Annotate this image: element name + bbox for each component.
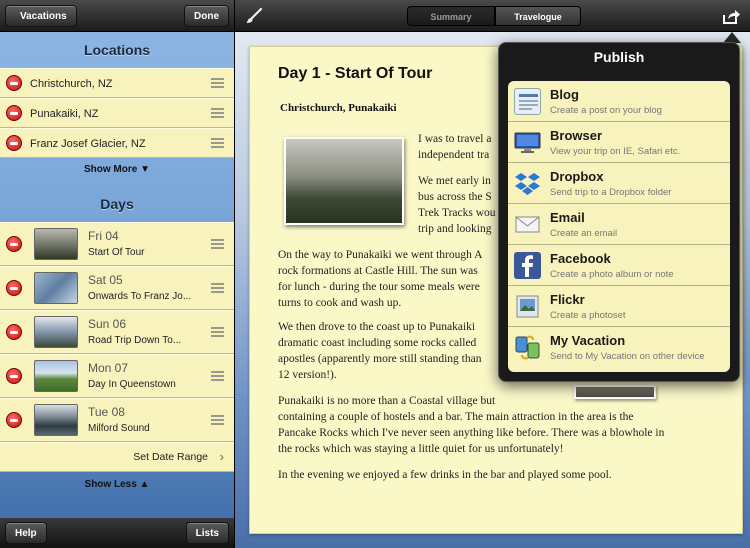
publish-item-flickr[interactable] bbox=[508, 286, 730, 327]
publish-item-blog[interactable] bbox=[508, 81, 730, 122]
publish-item-email[interactable] bbox=[508, 204, 730, 245]
chevron-right-icon: › bbox=[219, 449, 224, 464]
location-row[interactable] bbox=[0, 68, 234, 98]
publish-item-subtitle: Create a photo album or note bbox=[550, 269, 674, 280]
location-label: Franz Josef Glacier, NZ bbox=[30, 138, 146, 150]
brush-icon[interactable] bbox=[245, 7, 263, 25]
show-more-button[interactable]: Show More ▼ bbox=[83, 164, 150, 175]
day-name: Sun 06 bbox=[88, 317, 127, 331]
publish-item-subtitle: View your trip on IE, Safari etc. bbox=[550, 146, 681, 157]
publish-item-title: Browser bbox=[550, 128, 603, 143]
browser-icon bbox=[514, 129, 541, 156]
location-label: Punakaiki, NZ bbox=[30, 108, 99, 120]
location-row[interactable] bbox=[0, 128, 234, 158]
day-thumbnail bbox=[34, 404, 78, 436]
reorder-handle-icon[interactable] bbox=[211, 78, 224, 88]
left-toolbar bbox=[0, 0, 234, 32]
paragraph-way: On the way to Punakaiki we went through A rock formations at Castle Hill. The sun was for lunch - during the tour some meals were turns to cook and wash up. bbox=[278, 249, 483, 309]
publish-item-title: My Vacation bbox=[550, 333, 626, 348]
day-description: Milford Sound bbox=[88, 423, 150, 434]
flickr-icon bbox=[514, 293, 541, 320]
delete-icon[interactable] bbox=[6, 105, 22, 121]
delete-icon[interactable] bbox=[6, 236, 22, 252]
main-toolbar bbox=[235, 0, 750, 32]
publish-item-title: Flickr bbox=[550, 292, 585, 307]
publish-title: Publish bbox=[593, 49, 645, 65]
paragraph-evening: In the evening we enjoyed a few drinks in the bar and played some pool. bbox=[278, 469, 612, 481]
day-row[interactable] bbox=[0, 310, 234, 354]
publish-item-my-vacation[interactable] bbox=[508, 327, 730, 372]
publish-item-subtitle: Create a post on your blog bbox=[550, 105, 662, 116]
delete-icon[interactable] bbox=[6, 324, 22, 340]
day-name: Fri 04 bbox=[88, 229, 119, 243]
delete-icon[interactable] bbox=[6, 280, 22, 296]
day-row[interactable] bbox=[0, 398, 234, 442]
publish-item-subtitle: Send trip to a Dropbox folder bbox=[550, 187, 672, 198]
facebook-icon bbox=[514, 252, 541, 279]
help-button[interactable]: Help bbox=[5, 522, 47, 544]
delete-icon[interactable] bbox=[6, 412, 22, 428]
page-subtitle: Christchurch, Punakaiki bbox=[280, 102, 397, 114]
day-thumbnail bbox=[34, 272, 78, 304]
publish-item-title: Dropbox bbox=[550, 169, 604, 184]
delete-icon[interactable] bbox=[6, 368, 22, 384]
day-thumbnail bbox=[34, 228, 78, 260]
day-row[interactable] bbox=[0, 266, 234, 310]
page-title: Day 1 - Start Of Tour bbox=[278, 65, 433, 82]
tab-travelogue[interactable]: Travelogue bbox=[495, 6, 581, 26]
share-icon[interactable] bbox=[721, 7, 741, 25]
reorder-handle-icon[interactable] bbox=[211, 239, 224, 249]
publish-item-title: Facebook bbox=[550, 251, 611, 266]
reorder-handle-icon[interactable] bbox=[211, 108, 224, 118]
reorder-handle-icon[interactable] bbox=[211, 371, 224, 381]
tab-summary[interactable]: Summary bbox=[407, 6, 495, 26]
publish-item-subtitle: Send to My Vacation on other device bbox=[550, 351, 705, 362]
publish-item-title: Email bbox=[550, 210, 585, 225]
day-description: Day In Queenstown bbox=[88, 379, 176, 390]
my-vacation-icon bbox=[514, 334, 541, 361]
delete-icon[interactable] bbox=[6, 135, 22, 151]
set-date-range-label: Set Date Range bbox=[133, 451, 208, 463]
vacations-back-button[interactable]: Vacations bbox=[5, 5, 77, 27]
publish-item-browser[interactable] bbox=[508, 122, 730, 163]
day-name: Mon 07 bbox=[88, 361, 129, 375]
day-row[interactable] bbox=[0, 354, 234, 398]
locations-heading: Locations bbox=[83, 42, 151, 58]
publish-item-subtitle: Create a photoset bbox=[550, 310, 626, 321]
dropbox-icon bbox=[514, 170, 541, 197]
set-date-range-row[interactable] bbox=[0, 442, 234, 472]
publish-item-dropbox[interactable] bbox=[508, 163, 730, 204]
day-name: Sat 05 bbox=[88, 273, 123, 287]
left-bottom-toolbar bbox=[0, 518, 234, 548]
lists-button[interactable]: Lists bbox=[186, 522, 229, 544]
day-thumbnail bbox=[34, 316, 78, 348]
reorder-handle-icon[interactable] bbox=[211, 283, 224, 293]
paragraph-punakaiki: Punakaiki is no more than a Coastal village but containing a couple of hostels and a bar. The main attraction in the area is the Pancake Rocks which I've never seen anything like before. There was a blowhole in the rocks which was staying a little quiet for us unfortunately! bbox=[278, 395, 665, 455]
day-name: Tue 08 bbox=[88, 405, 125, 419]
publish-item-title: Blog bbox=[550, 87, 579, 102]
day-row[interactable] bbox=[0, 222, 234, 266]
publish-list bbox=[508, 81, 730, 372]
show-less-button[interactable]: Show Less ▲ bbox=[84, 479, 150, 490]
reorder-handle-icon[interactable] bbox=[211, 415, 224, 425]
day-description: Onwards To Franz Jo... bbox=[88, 291, 192, 302]
location-label: Christchurch, NZ bbox=[30, 78, 113, 90]
day-thumbnail bbox=[34, 360, 78, 392]
publish-item-subtitle: Create an email bbox=[550, 228, 618, 239]
location-row[interactable] bbox=[0, 98, 234, 128]
paragraph-intro: I was to travel a independent tra bbox=[418, 133, 492, 161]
publish-item-facebook[interactable] bbox=[508, 245, 730, 286]
day-photo[interactable] bbox=[284, 137, 404, 225]
done-button[interactable]: Done bbox=[184, 5, 229, 27]
publish-popover bbox=[498, 42, 740, 382]
reorder-handle-icon[interactable] bbox=[211, 138, 224, 148]
delete-icon[interactable] bbox=[6, 75, 22, 91]
day-description: Road Trip Down To... bbox=[88, 335, 182, 346]
email-icon bbox=[514, 211, 541, 238]
paragraph-met: We met early in bus across the S Trek Tracks wou trip and looking bbox=[418, 175, 496, 235]
day-description: Start Of Tour bbox=[88, 247, 145, 258]
left-sidebar bbox=[0, 0, 234, 548]
blog-icon bbox=[514, 88, 541, 115]
days-heading: Days bbox=[100, 196, 134, 212]
paragraph-coast: We then drove to the coast up to Punakaiki dramatic coast including some rocks called apostles (apparently more still standing than 12 version!). bbox=[278, 321, 482, 381]
reorder-handle-icon[interactable] bbox=[211, 327, 224, 337]
